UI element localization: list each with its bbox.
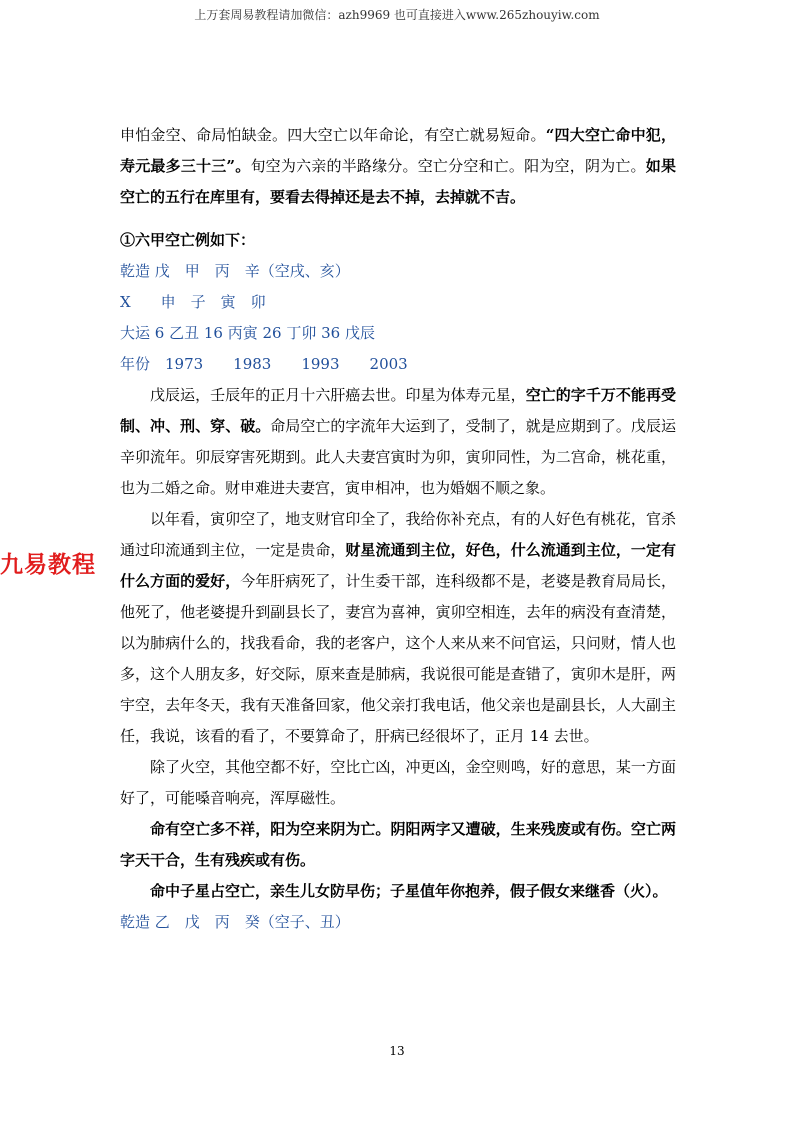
paragraph-1: 申怕金空、命局怕缺金。四大空亡以年命论，有空亡就易短命。“四大空亡命中犯，寿元最多三十三”。旬空为六亲的半路缘分。空亡分空和亡。阳为空，阴为亡。如果空亡的五行在库里有，要看去得掉还是去不掉，去掉就不吉。 bbox=[120, 126, 676, 206]
paragraph-2: 戊辰运，壬辰年的正月十六肝癌去世。印星为体寿元星，空亡的字千万不能再受制、冲、刑、穿、破。命局空亡的字流年大运到了，受制了，就是应期到了。戊辰运辛卯流年。卯辰穿害死期到。此人夫妻宫寅时为卯，寅卯同性，为二宫命，桃花重，也为二婚之命。财申难进夫妻宫，寅申相冲，也为婚姻不顺之象。 bbox=[120, 386, 676, 497]
chart-line-3: 大运 6 乙丑 16 丙寅 26 丁卯 36 戊辰 bbox=[120, 324, 375, 342]
paragraph-6: 命中子星占空亡，亲生儿女防早伤；子星值年你抱养，假子假女来继香（火）。 bbox=[150, 882, 668, 900]
document-body bbox=[120, 120, 676, 938]
chart-line-2: X 申 子 寅 卯 bbox=[120, 293, 266, 311]
chart-line-1: 乾造 戊 甲 丙 辛（空戌、亥） bbox=[120, 262, 350, 280]
section-title: ①六甲空亡例如下： bbox=[120, 231, 256, 249]
page-number: 13 bbox=[389, 1044, 405, 1058]
watermark-logo: 九易教程 bbox=[0, 552, 96, 578]
paragraph-4: 除了火空，其他空都不好，空比亡凶，冲更凶，金空则鸣，好的意思，某一方面好了，可能嗓音响亮，浑厚磁性。 bbox=[120, 758, 676, 807]
chart-line-4: 年份 1973 1983 1993 2003 bbox=[120, 355, 408, 373]
paragraph-5: 命有空亡多不祥，阳为空来阴为亡。阴阳两字又遭破，生来残废或有伤。空亡两字天干合，生有残疾或有伤。 bbox=[120, 820, 676, 869]
paragraph-3: 以年看，寅卯空了，地支财官印全了，我给你补充点，有的人好色有桃花，官杀通过印流通到主位，一定是贵命，财星流通到主位，好色，什么流通到主位，一定有什么方面的爱好，今年肝病死了，计生委干部，连科级都不是，老婆是教育局局长，他死了，他老婆提升到副县长了，妻宫为喜神，寅卯空相连，去年的病没有查清楚，以为肺病什么的，找我看命，我的老客户，这个人来从来不问官运，只问财，情人也多，这个人朋友多，好交际，原来查是肺病，我说很可能是查错了，寅卯木是肝，两宇空，去年冬天，我有天准备回家，他父亲打我电话，他父亲也是副县长，人大副主任，我说，该看的看了，不要算命了，肝病已经很坏了，正月 14 去世。 bbox=[120, 510, 676, 745]
page-header: 上万套周易教程请加微信：azh9969 也可直接进入www.265zhouyiw.com bbox=[194, 8, 600, 22]
chart2-line-1: 乾造 乙 戊 丙 癸（空子、丑） bbox=[120, 913, 350, 931]
